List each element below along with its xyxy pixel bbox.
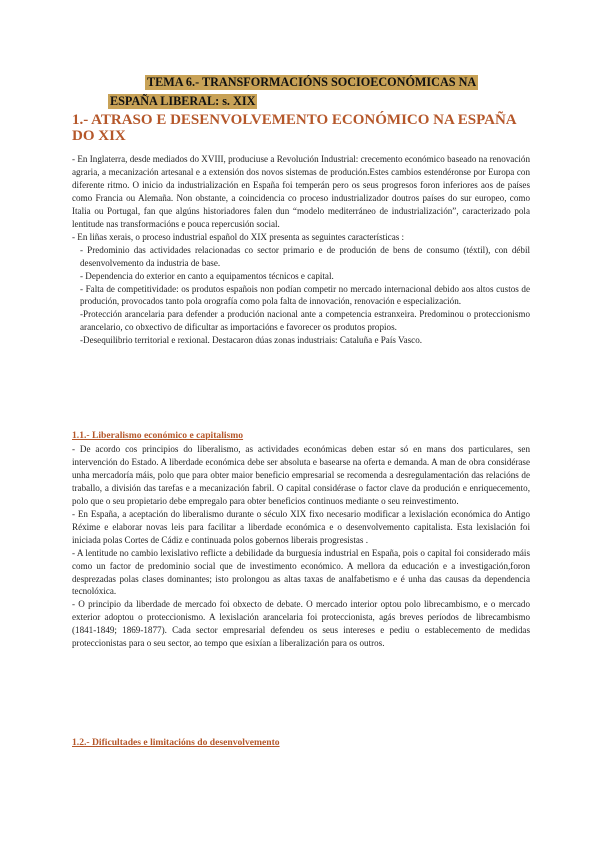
feature-item: - Dependencia do exterior en canto a equipamentos técnicos e capital. bbox=[80, 270, 334, 281]
section-1-2-heading: 1.2.- Dificultades e limitacións do desenvolvemento bbox=[72, 737, 280, 748]
body-paragraph: - A lentitude no cambio lexislativo reflicte a debilidade da burguesía industrial en España, pois o capital foi considerado máis como un factor de predominio social que de investimento económico. A mellora da educación e a investigación,foron desprezadas polas clases dominantes; isto prolongou as altas taxas de analfabetismo e é unha das causas da dependencia tecnolóxica. bbox=[72, 547, 530, 597]
body-paragraph: - De acordo cos principios do liberalismo, as actividades económicas deben estar só en mans dos particulares, sen intervención do Estado. A liberdade económica debe ser absoluta e basearse na oferta e demanda. A man de obra considérase unha mercadoría máis, polo que para obter maior beneficio empresarial se recomenda a desregulamentación das relacións de traballo, a división das tarefas e a mecanización fabril. O capital considérase o factor clave da produción e enriquecemento, polo que o seu propietario debe empregalo para obter beneficios continuos mediante o seu reinvestimento. bbox=[72, 444, 530, 506]
feature-item: - Predominio das actividades relacionadas co sector primario e de produción de bens de consumo (téxtil), con débil desenvolvemento da industria de base. bbox=[80, 244, 530, 268]
feature-item: -Protección arancelaria para defender a produción nacional ante a competencia estranxeira. Predominou o proteccionismo arancelario, co obxectivo de dificultar as importacións e favorecer os produtos propios. bbox=[80, 309, 530, 333]
section-1-body bbox=[72, 153, 530, 347]
feature-item: -Desequilibrio territorial e rexional. Destacaron dúas zonas industriais: Cataluña e País Vasco. bbox=[80, 335, 423, 346]
section-1-1-body bbox=[72, 443, 530, 650]
body-paragraph: - O principio da liberdade de mercado foi obxecto de debate. O mercado interior optou polo librecambismo, e o mercado exterior adoptou o proteccionismo. A lexislación arancelaria foi proteccionista, agás breves períodos de librecambismo (1841-1849; 1869-1877). Cada sector empresarial defendeu os seus intereses e pediu o establecemento de medidas proteccionistas para o seu sector, ao tempo que esixían a liberalización para os outros. bbox=[72, 599, 530, 649]
section-1-1-heading: 1.1.- Liberalismo económico e capitalismo bbox=[72, 430, 244, 441]
section-1-heading: 1.- ATRASO E DESENVOLVEMENTO ECONÓMICO NA ESPAÑA DO XIX bbox=[72, 112, 516, 144]
body-paragraph: - En España, a aceptación do liberalismo durante o século XIX fixo necesario modificar a lexislación económica do Antigo Réxime e elaborar novas leis para facilitar a liberdade económica e o desenvolvemento capitalista. Esta lexislación foi iniciada polas Cortes de Cádiz e continuada polos gobernos liberais progresistas . bbox=[72, 508, 530, 545]
document-title-line-2: ESPAÑA LIBERAL: s. XIX bbox=[110, 94, 256, 108]
document-title-line-1: TEMA 6.- TRANSFORMACIÓNS SOCIOECONÓMICAS NA bbox=[147, 75, 477, 89]
features-intro: - En liñas xerais, o proceso industrial español do XIX presenta as seguintes características : bbox=[72, 231, 405, 242]
intro-paragraph: - En Inglaterra, desde mediados do XVIII, produciuse a Revolución Industrial: crecemento económico baseado na renovación agraria, a mecanización artesanal e a extensión dos novos sistemas de produción.Estes cambios estendéronse por Europa con diferente ritmo. O inicio da industrialización en España foi temperán pero os seus progresos foron inferiores aos de países como Francia ou Alemaña. Non obstante, a coincidencia co proceso industrializador doutros países do sur europeo, como Italia ou Portugal, fan que algúns historiadores falen dun “modelo mediterráneo de industrialización”, caracterizado pola lentitude nas transformacións e pouca repercusión social. bbox=[72, 154, 530, 229]
feature-item: - Falta de competitividade: os produtos españois non podían competir no mercado internacional debido aos altos custos de produción, provocados tanto pola orografía como pola falta de innovación, renovación e especialización. bbox=[80, 283, 530, 307]
